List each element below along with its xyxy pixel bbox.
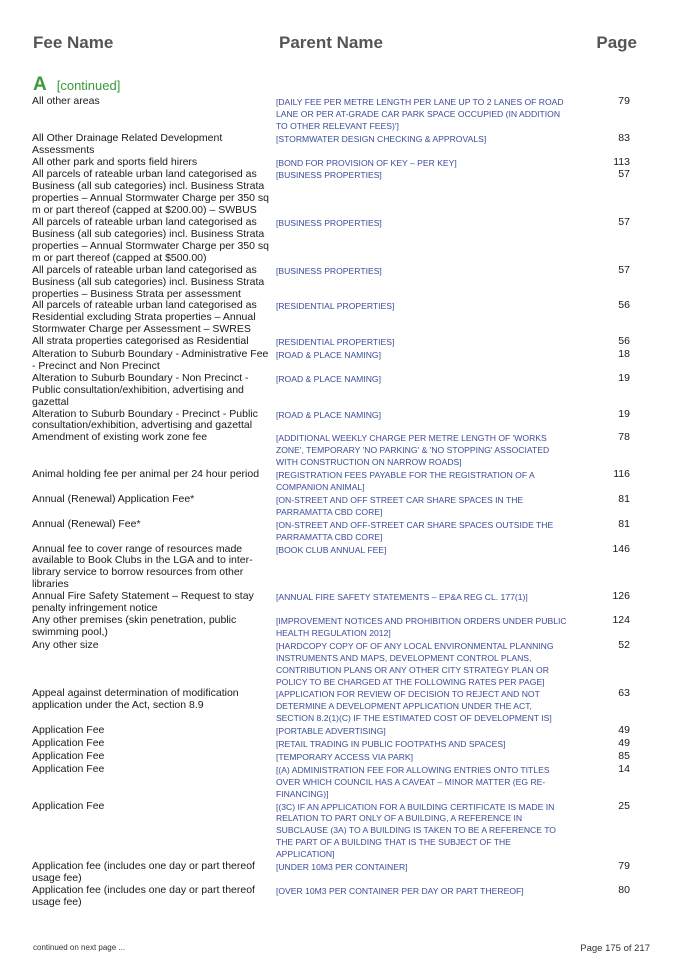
- page-number: 81: [618, 517, 630, 530]
- parent-name-link[interactable]: [(3C) IF AN APPLICATION FOR A BUILDING CERTIFICATE IS MADE IN RELATION TO PART ONLY OF A BUILDING, A REFERENCE IN SUBCLAUSE (3A) TO A BUILDING IS TAKEN TO BE A REFERENCE TO THE PART OF A BUILDING THAT IS THE SUBJECT OF THE APPLICATION]: [275, 801, 556, 860]
- parent-name-link[interactable]: [ADDITIONAL WEEKLY CHARGE PER METRE LENGTH OF 'WORKS ZONE', TEMPORARY 'NO PARKING' & 'NO STOPPING' ASSOCIATED WITH CONSTRUCTION ON NARROW ROADS]: [275, 433, 550, 468]
- page-number: 57: [618, 216, 630, 229]
- parent-name-link[interactable]: [OVER 10M3 PER CONTAINER PER DAY OR PART THEREOF]: [275, 885, 524, 896]
- fee-row: [32, 725, 636, 738]
- fee-name: Application Fee: [32, 724, 105, 737]
- fee-row: [32, 885, 636, 909]
- parent-name-link[interactable]: [BUSINESS PROPERTIES]: [275, 218, 382, 229]
- page-number: 79: [618, 860, 630, 873]
- fee-name: Application fee (includes one day or part thereof usage fee): [32, 860, 255, 884]
- page-number: 52: [618, 638, 630, 651]
- parent-name-link[interactable]: [HARDCOPY COPY OF OF ANY LOCAL ENVIRONMENTAL PLANNING INSTRUMENTS AND MAPS, DEVELOPMENT CONTROL PLANS, CONTRIBUTION PLANS OR ANY OTHER CITY STRATEGY PLAN OR POLICY TO BE CHARGED AT THE FOLLOWING RATES PER PAGE]: [275, 640, 554, 687]
- section-continued-label: [continued]: [56, 78, 121, 93]
- page-number: 25: [618, 799, 630, 812]
- fee-name: Application fee (includes one day or part thereof usage fee): [32, 883, 255, 908]
- parent-name-link[interactable]: [UNDER 10M3 PER CONTAINER]: [275, 862, 408, 873]
- fee-row: [32, 688, 636, 725]
- fee-name: Annual (Renewal) Fee*: [32, 517, 141, 530]
- parent-name-link[interactable]: [BUSINESS PROPERTIES]: [275, 265, 382, 276]
- parent-name-link[interactable]: [PORTABLE ADVERTISING]: [275, 726, 386, 737]
- parent-name-link[interactable]: [(A) ADMINISTRATION FEE FOR ALLOWING ENTRIES ONTO TITLES OVER WHICH COUNCIL HAS A CAVEAT – MINOR MATTER (EG RE-FINANCING)]: [275, 764, 550, 799]
- fee-row: [32, 217, 636, 265]
- parent-name-link[interactable]: [TEMPORARY ACCESS VIA PARK]: [275, 751, 414, 762]
- fee-row: [32, 432, 636, 469]
- fee-name: Alteration to Suburb Boundary - Precinct - Public consultation/exhibition, advertising and gazettal: [32, 407, 258, 432]
- fee-row: [32, 738, 636, 751]
- fee-name: All other park and sports field hirers: [32, 155, 198, 168]
- fee-row: [32, 640, 636, 689]
- page-number: 126: [612, 590, 630, 603]
- fee-row: [32, 96, 636, 133]
- fee-name: Annual Fire Safety Statement – Request to stay penalty infringement notice: [32, 590, 254, 615]
- page-number: 14: [618, 762, 630, 775]
- fee-row: [32, 169, 636, 217]
- fee-row: [32, 133, 636, 157]
- page-number: 56: [618, 335, 630, 348]
- fee-name: All Other Drainage Related Development Assessments: [32, 131, 223, 156]
- parent-name-link[interactable]: [STORMWATER DESIGN CHECKING & APPROVALS]: [275, 133, 487, 144]
- fee-name: All strata properties categorised as Residential: [32, 335, 249, 348]
- parent-name-link[interactable]: [APPLICATION FOR REVIEW OF DECISION TO REJECT AND NOT DETERMINE A DEVELOPMENT APPLICATION UNDER THE ACT, SECTION 8.2(1)(C) IF THE ESTIMATED COST OF DEVELOPMENT IS]: [275, 689, 552, 724]
- fee-name: All parcels of rateable urban land categorised as Business (all sub categories) incl. Business Strata properties – Annual Stormwater Charge per 350 sq m or part thereof (capped at $200.00) – SWBUS: [32, 168, 269, 217]
- fee-name: Animal holding fee per animal per 24 hour period: [32, 468, 260, 481]
- parent-name-link[interactable]: [IMPROVEMENT NOTICES AND PROHIBITION ORDERS UNDER PUBLIC HEALTH REGULATION 2012]: [275, 615, 567, 638]
- fee-name: Any other premises (skin penetration, public swimming pool,): [32, 613, 237, 638]
- page-number: 80: [618, 883, 630, 896]
- page-number: 78: [618, 431, 630, 444]
- fee-row: [32, 519, 636, 544]
- continued-note: continued on next page ...: [33, 943, 126, 952]
- fee-name: Any other size: [32, 638, 99, 651]
- fee-name: Application Fee: [32, 762, 105, 775]
- page-number: 83: [618, 131, 630, 144]
- fee-name: All parcels of rateable urban land categorised as Residential excluding Strata properties – Annual Stormwater Charge per Assessment – SWRES: [32, 299, 257, 336]
- fee-row: [32, 494, 636, 519]
- page-number: 116: [613, 468, 630, 481]
- page-number: 81: [618, 492, 630, 505]
- fee-name: Application Fee: [32, 737, 105, 750]
- fee-name: Appeal against determination of modification application under the Act, section 8.9: [32, 687, 239, 712]
- parent-name-link[interactable]: [ROAD & PLACE NAMING]: [275, 409, 382, 420]
- page-number: 146: [612, 542, 630, 555]
- fee-name: All other areas: [32, 95, 100, 107]
- parent-name-link[interactable]: [BOND FOR PROVISION OF KEY – PER KEY]: [275, 157, 457, 168]
- fee-row: [32, 409, 636, 433]
- fee-index-list: [32, 96, 636, 909]
- page-number: 63: [618, 687, 630, 700]
- fee-row: [32, 469, 636, 494]
- page-number: 56: [618, 299, 630, 312]
- fee-row: [32, 764, 636, 801]
- fee-name: Application Fee: [32, 749, 105, 762]
- parent-name-link[interactable]: [BUSINESS PROPERTIES]: [275, 170, 382, 181]
- fee-name: Amendment of existing work zone fee: [32, 431, 208, 444]
- fee-name: Alteration to Suburb Boundary - Administrative Fee - Precinct and Non Precinct: [32, 348, 269, 372]
- parent-name-link[interactable]: [ROAD & PLACE NAMING]: [275, 373, 382, 384]
- fee-name: Annual fee to cover range of resources made available to Book Clubs in the LGA and to inter-library service to borrow resources from other libraries: [32, 542, 253, 591]
- fee-row: [32, 801, 636, 862]
- fee-row: [32, 591, 636, 615]
- parent-name-link[interactable]: [DAILY FEE PER METRE LENGTH PER LANE UP TO 2 LANES OF ROAD LANE OR PER AT-GRADE CAR PARK SPACE OCCUPIED (IN ADDITION TO OTHER RELEVANT FEES)']: [275, 97, 564, 131]
- fee-name: All parcels of rateable urban land categorised as Business (all sub categories) incl. Business Strata properties – Business Strata per assessment: [32, 263, 265, 300]
- page-number: 49: [618, 737, 630, 750]
- parent-name-link[interactable]: [ANNUAL FIRE SAFETY STATEMENTS – EP&A REG CL. 177(1)]: [275, 592, 528, 603]
- fee-name: Alteration to Suburb Boundary - Non Precinct - Public consultation/exhibition, advertising and gazettal: [32, 371, 249, 408]
- fee-name: Annual (Renewal) Application Fee*: [32, 492, 195, 505]
- section-letter: A: [33, 74, 47, 95]
- parent-name-link[interactable]: [ON-STREET AND OFF-STREET CAR SHARE SPACES OUTSIDE THE PARRAMATTA CBD CORE]: [275, 519, 554, 542]
- page-number: 57: [618, 263, 630, 276]
- fee-row: [32, 265, 636, 301]
- fee-row: [32, 349, 636, 373]
- page-number: 49: [618, 724, 630, 737]
- parent-name-link[interactable]: [ROAD & PLACE NAMING]: [275, 350, 382, 361]
- parent-name-link[interactable]: [RESIDENTIAL PROPERTIES]: [275, 337, 395, 348]
- page-number: 85: [618, 749, 630, 762]
- fee-row: [32, 615, 636, 640]
- parent-name-link[interactable]: [RETAIL TRADING IN PUBLIC FOOTPATHS AND SPACES]: [275, 739, 506, 750]
- fee-name-column-header: Fee Name: [33, 33, 114, 52]
- parent-name-link[interactable]: [BOOK CLUB ANNUAL FEE]: [275, 544, 387, 555]
- page-column-header: Page: [596, 33, 637, 52]
- parent-name-column-header: Parent Name: [279, 33, 383, 52]
- page-number: 113: [613, 155, 630, 168]
- fee-row: [32, 373, 636, 409]
- fee-name: All parcels of rateable urban land categorised as Business (all sub categories) incl. Business Strata properties – Annual Stormwater Charge per 350 sq m or part thereof (capped at $500.00): [32, 216, 269, 264]
- fee-row: [32, 861, 636, 885]
- page-number: 19: [618, 371, 630, 384]
- parent-name-link[interactable]: [ON-STREET AND OFF STREET CAR SHARE SPACES IN THE PARRAMATTA CBD CORE]: [275, 494, 524, 517]
- section-heading: [33, 74, 120, 96]
- page-number: 124: [612, 613, 630, 626]
- page-number: 57: [618, 168, 630, 181]
- parent-name-link[interactable]: [RESIDENTIAL PROPERTIES]: [275, 301, 395, 312]
- fee-row: [32, 544, 636, 592]
- page-number: 18: [618, 348, 630, 361]
- page-indicator: Page 175 of 217: [580, 943, 650, 954]
- parent-name-link[interactable]: [REGISTRATION FEES PAYABLE FOR THE REGISTRATION OF A COMPANION ANIMAL]: [275, 470, 535, 492]
- fee-name: Application Fee: [32, 799, 105, 812]
- page-number: 19: [618, 407, 630, 420]
- fee-row: [32, 300, 636, 336]
- page-number: 79: [618, 95, 630, 107]
- fee-row: [32, 751, 636, 764]
